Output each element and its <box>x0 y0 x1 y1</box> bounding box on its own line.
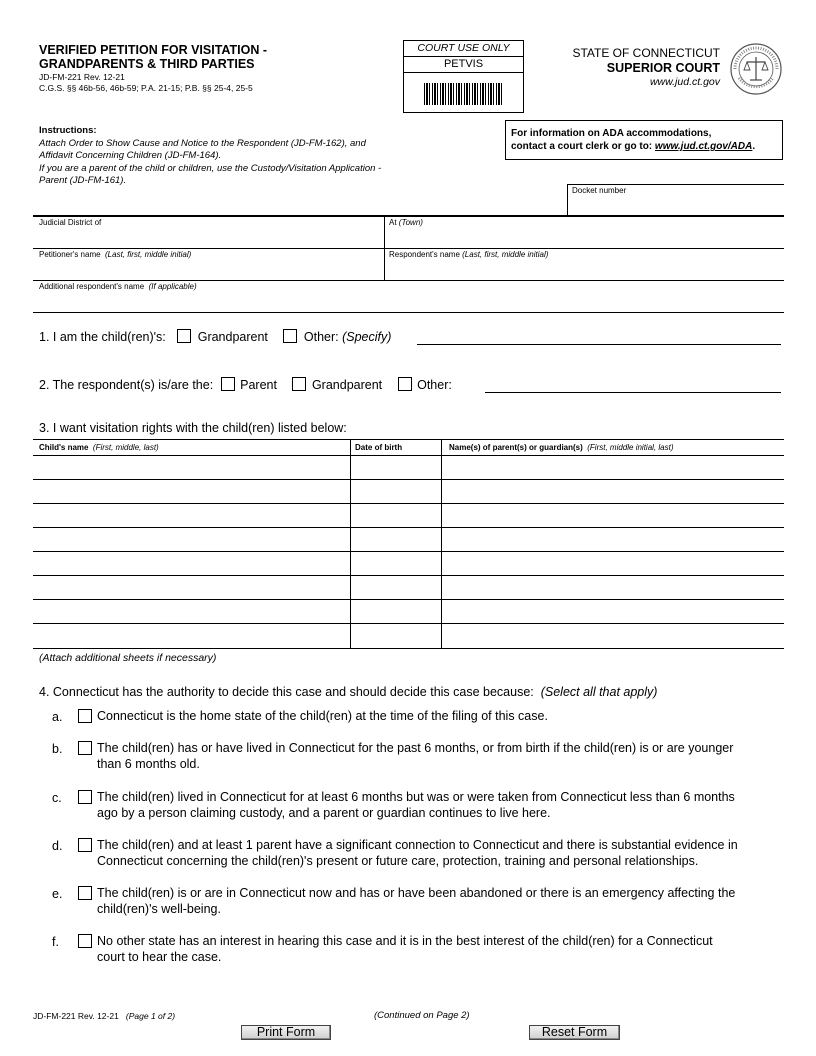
additional-label: Additional respondent's name <box>39 282 145 291</box>
q4-text: 4. Connecticut has the authority to decide this case and should decide this case because: <box>39 685 534 699</box>
q2-other-input[interactable] <box>485 392 781 393</box>
col-date-of-birth <box>355 443 402 452</box>
item-text: No other state has an interest in hearing this case and it is in the best interest of the child(ren) for a Connecticut <box>97 934 713 948</box>
ada-line: contact a court clerk or go to: <box>511 141 655 152</box>
court-website: www.jud.ct.gov <box>649 76 720 88</box>
respondent-name-field[interactable] <box>389 250 548 259</box>
respondent-label: Respondent's name <box>389 250 460 259</box>
q4-a-checkbox[interactable] <box>78 709 92 723</box>
item-text: The child(ren) lived in Connecticut for at least 6 months but was or were taken from Connecticut less than 6 months <box>97 790 735 804</box>
respondent-hint: (Last, first, middle initial) <box>462 250 549 259</box>
q1-specify-hint: (Specify) <box>342 330 392 344</box>
question-4 <box>39 685 657 699</box>
petitioner-name-field[interactable] <box>39 250 191 259</box>
question-2 <box>39 377 452 392</box>
judicial-district-field[interactable]: Judicial District of <box>39 218 102 227</box>
footer-form-id <box>33 1011 175 1021</box>
instructions-line: Parent (JD-FM-161). <box>39 175 127 186</box>
additional-hint: (If applicable) <box>148 282 197 291</box>
grandparent-checkbox[interactable] <box>177 329 191 343</box>
col3-hint: (First, middle initial, last) <box>587 443 674 452</box>
additional-respondent-field[interactable] <box>39 282 197 291</box>
q2-other-label: Other: <box>417 378 452 392</box>
q4-item-b <box>52 741 792 775</box>
col3-label: Name(s) of parent(s) or guardian(s) <box>449 443 583 452</box>
item-text: Connecticut concerning the child(ren)'s present or future care, protection, training and personal relationships. <box>97 854 699 868</box>
item-letter: b. <box>52 742 63 756</box>
col1-label: Child's name <box>39 443 89 452</box>
reset-form-button[interactable]: Reset Form <box>529 1025 620 1040</box>
court-name: SUPERIOR COURT <box>606 61 720 75</box>
instructions-line: If you are a parent of the child or children, use the Custody/Visitation Application - <box>39 162 382 174</box>
q4-c-checkbox[interactable] <box>78 790 92 804</box>
col-child-name <box>39 443 159 452</box>
town-hint: (Town) <box>398 218 423 227</box>
town-field[interactable] <box>389 218 423 227</box>
item-text: The child(ren) and at least 1 parent have a significant connection to Connecticut and there is substantial evidence in <box>97 838 738 852</box>
respondent-grandparent-checkbox[interactable] <box>292 377 306 391</box>
judicial-seal-icon <box>729 42 783 96</box>
continued-note: (Continued on Page 2) <box>374 1010 470 1021</box>
petitioner-hint: (Last, first, middle initial) <box>105 250 192 259</box>
q4-b-checkbox[interactable] <box>78 741 92 755</box>
instructions-heading: Instructions: <box>39 125 97 136</box>
item-text: court to hear the case. <box>97 950 222 964</box>
item-letter: a. <box>52 710 63 724</box>
q4-item-d <box>52 838 792 872</box>
respondent-other-checkbox[interactable] <box>398 377 412 391</box>
item-text: The child(ren) is or are in Connecticut now and has or have been abandoned or there is an emergency affecting the <box>97 886 736 900</box>
court-header <box>560 46 720 88</box>
col2-label: Date of birth <box>355 443 403 452</box>
item-letter: d. <box>52 839 63 853</box>
statutes: C.G.S. §§ 46b-56, 46b-59; P.A. 21-15; P.B. §§ 25-4, 25-5 <box>39 83 253 93</box>
other-checkbox[interactable] <box>283 329 297 343</box>
court-use-box <box>403 40 524 113</box>
ada-box <box>505 120 783 160</box>
court-use-label: COURT USE ONLY <box>404 41 523 57</box>
col-parent-names <box>449 443 674 452</box>
item-text: The child(ren) has or have lived in Connecticut for the past 6 months, or from birth if the child(ren) is or are younger <box>97 741 734 755</box>
q4-hint: (Select all that apply) <box>540 685 658 699</box>
q4-item-e <box>52 886 792 920</box>
q4-e-checkbox[interactable] <box>78 886 92 900</box>
footer-id-text: JD-FM-221 Rev. 12-21 <box>33 1011 119 1021</box>
item-text: ago by a person claiming custody, and a parent or guardian continues to live here. <box>97 806 551 820</box>
children-table <box>33 439 784 649</box>
question-1 <box>39 329 391 344</box>
q4-item-c <box>52 790 792 824</box>
ada-link[interactable]: www.jud.ct.gov/ADA <box>654 141 753 152</box>
ada-suffix: . <box>752 141 756 152</box>
item-text: Connecticut is the home state of the child(ren) at the time of the filing of this case. <box>97 709 548 723</box>
barcode <box>424 83 504 105</box>
table-rows[interactable] <box>33 456 784 648</box>
print-form-button[interactable]: Print Form <box>241 1025 331 1040</box>
instructions-line: Affidavit Concerning Children (JD-FM-164). <box>39 150 222 161</box>
q2-text: 2. The respondent(s) is/are the: <box>39 378 214 392</box>
state-name: STATE OF CONNECTICUT <box>572 46 720 60</box>
attach-note: (Attach additional sheets if necessary) <box>39 652 217 664</box>
q1-other-label: Other: <box>303 330 339 344</box>
instructions <box>39 125 381 188</box>
form-id: JD-FM-221 Rev. 12-21 <box>39 72 125 82</box>
item-letter: e. <box>52 887 63 901</box>
question-3: 3. I want visitation rights with the child(ren) listed below: <box>39 421 347 435</box>
parent-checkbox[interactable] <box>221 377 235 391</box>
form-title: VERIFIED PETITION FOR VISITATION - GRANDPARENTS & THIRD PARTIES <box>39 43 268 71</box>
q1-grandparent-label: Grandparent <box>197 330 268 344</box>
instructions-line: Attach Order to Show Cause and Notice to the Respondent (JD-FM-162), and <box>39 137 366 149</box>
q4-d-checkbox[interactable] <box>78 838 92 852</box>
item-text: child(ren)'s well-being. <box>97 902 221 916</box>
q4-f-checkbox[interactable] <box>78 934 92 948</box>
docket-number-field[interactable]: Docket number <box>572 186 627 195</box>
q1-text: 1. I am the child(ren)'s: <box>39 330 166 344</box>
q2-parent-label: Parent <box>240 378 277 392</box>
col1-hint: (First, middle, last) <box>92 443 159 452</box>
footer-page: (Page 1 of 2) <box>125 1011 176 1021</box>
item-letter: f. <box>52 935 59 949</box>
q2-grandparent-label: Grandparent <box>311 378 383 392</box>
q4-item-a <box>52 709 792 729</box>
q1-specify-input[interactable] <box>417 344 781 345</box>
item-letter: c. <box>52 791 62 805</box>
town-label: At <box>389 218 399 227</box>
ada-line: For information on ADA accommodations, <box>511 128 712 139</box>
q4-item-f <box>52 934 792 968</box>
court-use-code: PETVIS <box>404 57 523 73</box>
item-text: than 6 months old. <box>97 757 200 771</box>
petitioner-label: Petitioner's name <box>39 250 101 259</box>
